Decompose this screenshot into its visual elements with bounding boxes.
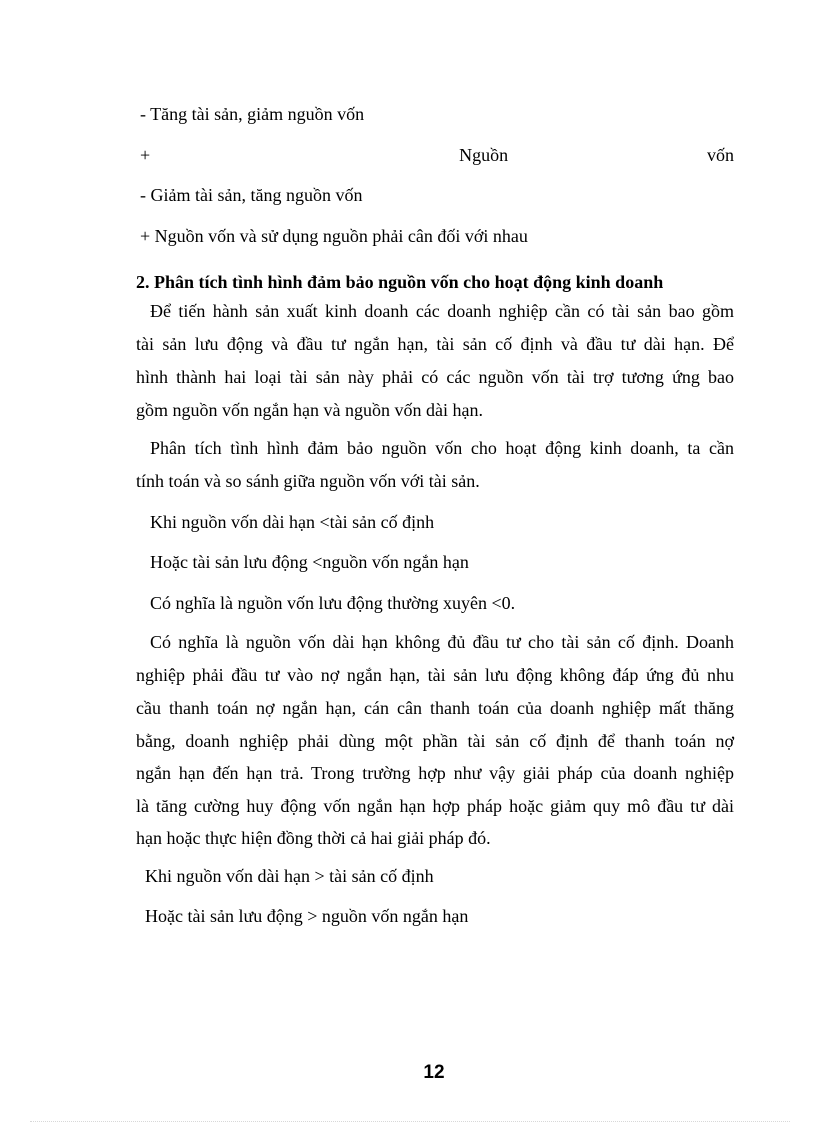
- paragraph-line: hạn hoặc thực hiện đồng thời cả hai giải pháp đó.: [136, 828, 491, 848]
- condition-long-term-greater: Khi nguồn vốn dài hạn > tài sản cố định: [145, 866, 434, 886]
- paragraph-line: nghiệp phải đầu tư vào nợ ngắn hạn, tài sản lưu động không đáp ứng đủ nhu: [136, 665, 734, 685]
- word-nguon: Nguồn: [459, 145, 509, 165]
- word-von: vốn: [707, 145, 734, 165]
- bullet-increase-assets: - Tăng tài sản, giảm nguồn vốn: [140, 104, 365, 124]
- condition-long-term: Khi nguồn vốn dài hạn <tài sản cố định: [150, 512, 435, 532]
- plus-sign: +: [140, 145, 151, 165]
- bullet-decrease-assets: - Giảm tài sản, tăng nguồn vốn: [140, 185, 363, 205]
- paragraph-line: Phân tích tình hình đảm bảo nguồn vốn cho hoạt động kinh doanh, ta cần: [150, 438, 734, 458]
- condition-current-assets: Hoặc tài sản lưu động <nguồn vốn ngắn hạn: [150, 552, 469, 572]
- section-heading: 2. Phân tích tình hình đảm bảo nguồn vốn cho hoạt động kinh doanh: [136, 272, 664, 292]
- paragraph-line: Có nghĩa là nguồn vốn dài hạn không đủ đầu tư cho tài sản cố định. Doanh: [150, 632, 734, 652]
- paragraph-line: hình thành hai loại tài sản này phải có các nguồn vốn tài trợ tương ứng bao: [136, 367, 734, 387]
- paragraph-line: gồm nguồn vốn ngắn hạn và nguồn vốn dài hạn.: [136, 400, 483, 420]
- condition-current-assets-greater: Hoặc tài sản lưu động > nguồn vốn ngắn hạn: [145, 906, 469, 926]
- paragraph-line: là tăng cường huy động vốn ngắn hạn hợp pháp hoặc giảm quy mô đầu tư dài: [136, 796, 734, 816]
- footer-divider: [30, 1121, 790, 1122]
- paragraph-line: ngắn hạn đến hạn trả. Trong trường hợp như vậy giải pháp của doanh nghiệp: [136, 763, 734, 783]
- paragraph-line: tính toán và so sánh giữa nguồn vốn với tài sản.: [136, 471, 480, 491]
- paragraph-line: Để tiến hành sản xuất kinh doanh các doanh nghiệp cần có tài sản bao gồm: [150, 301, 734, 321]
- paragraph-line: bằng, doanh nghiệp phải dùng một phần tài sản cố định để thanh toán nợ: [136, 731, 734, 751]
- condition-working-capital: Có nghĩa là nguồn vốn lưu động thường xuyên <0.: [150, 593, 516, 613]
- paragraph-line: cầu thanh toán nợ ngắn hạn, cán cân thanh toán của doanh nghiệp mất thăng: [136, 698, 734, 718]
- bullet-balance: + Nguồn vốn và sử dụng nguồn phải cân đối với nhau: [140, 226, 528, 246]
- paragraph-line: tài sản lưu động và đầu tư ngắn hạn, tài sản cố định và đầu tư dài hạn. Để: [136, 334, 734, 354]
- bullet-plus-capital: [140, 145, 734, 165]
- page-number: 12: [423, 1062, 445, 1083]
